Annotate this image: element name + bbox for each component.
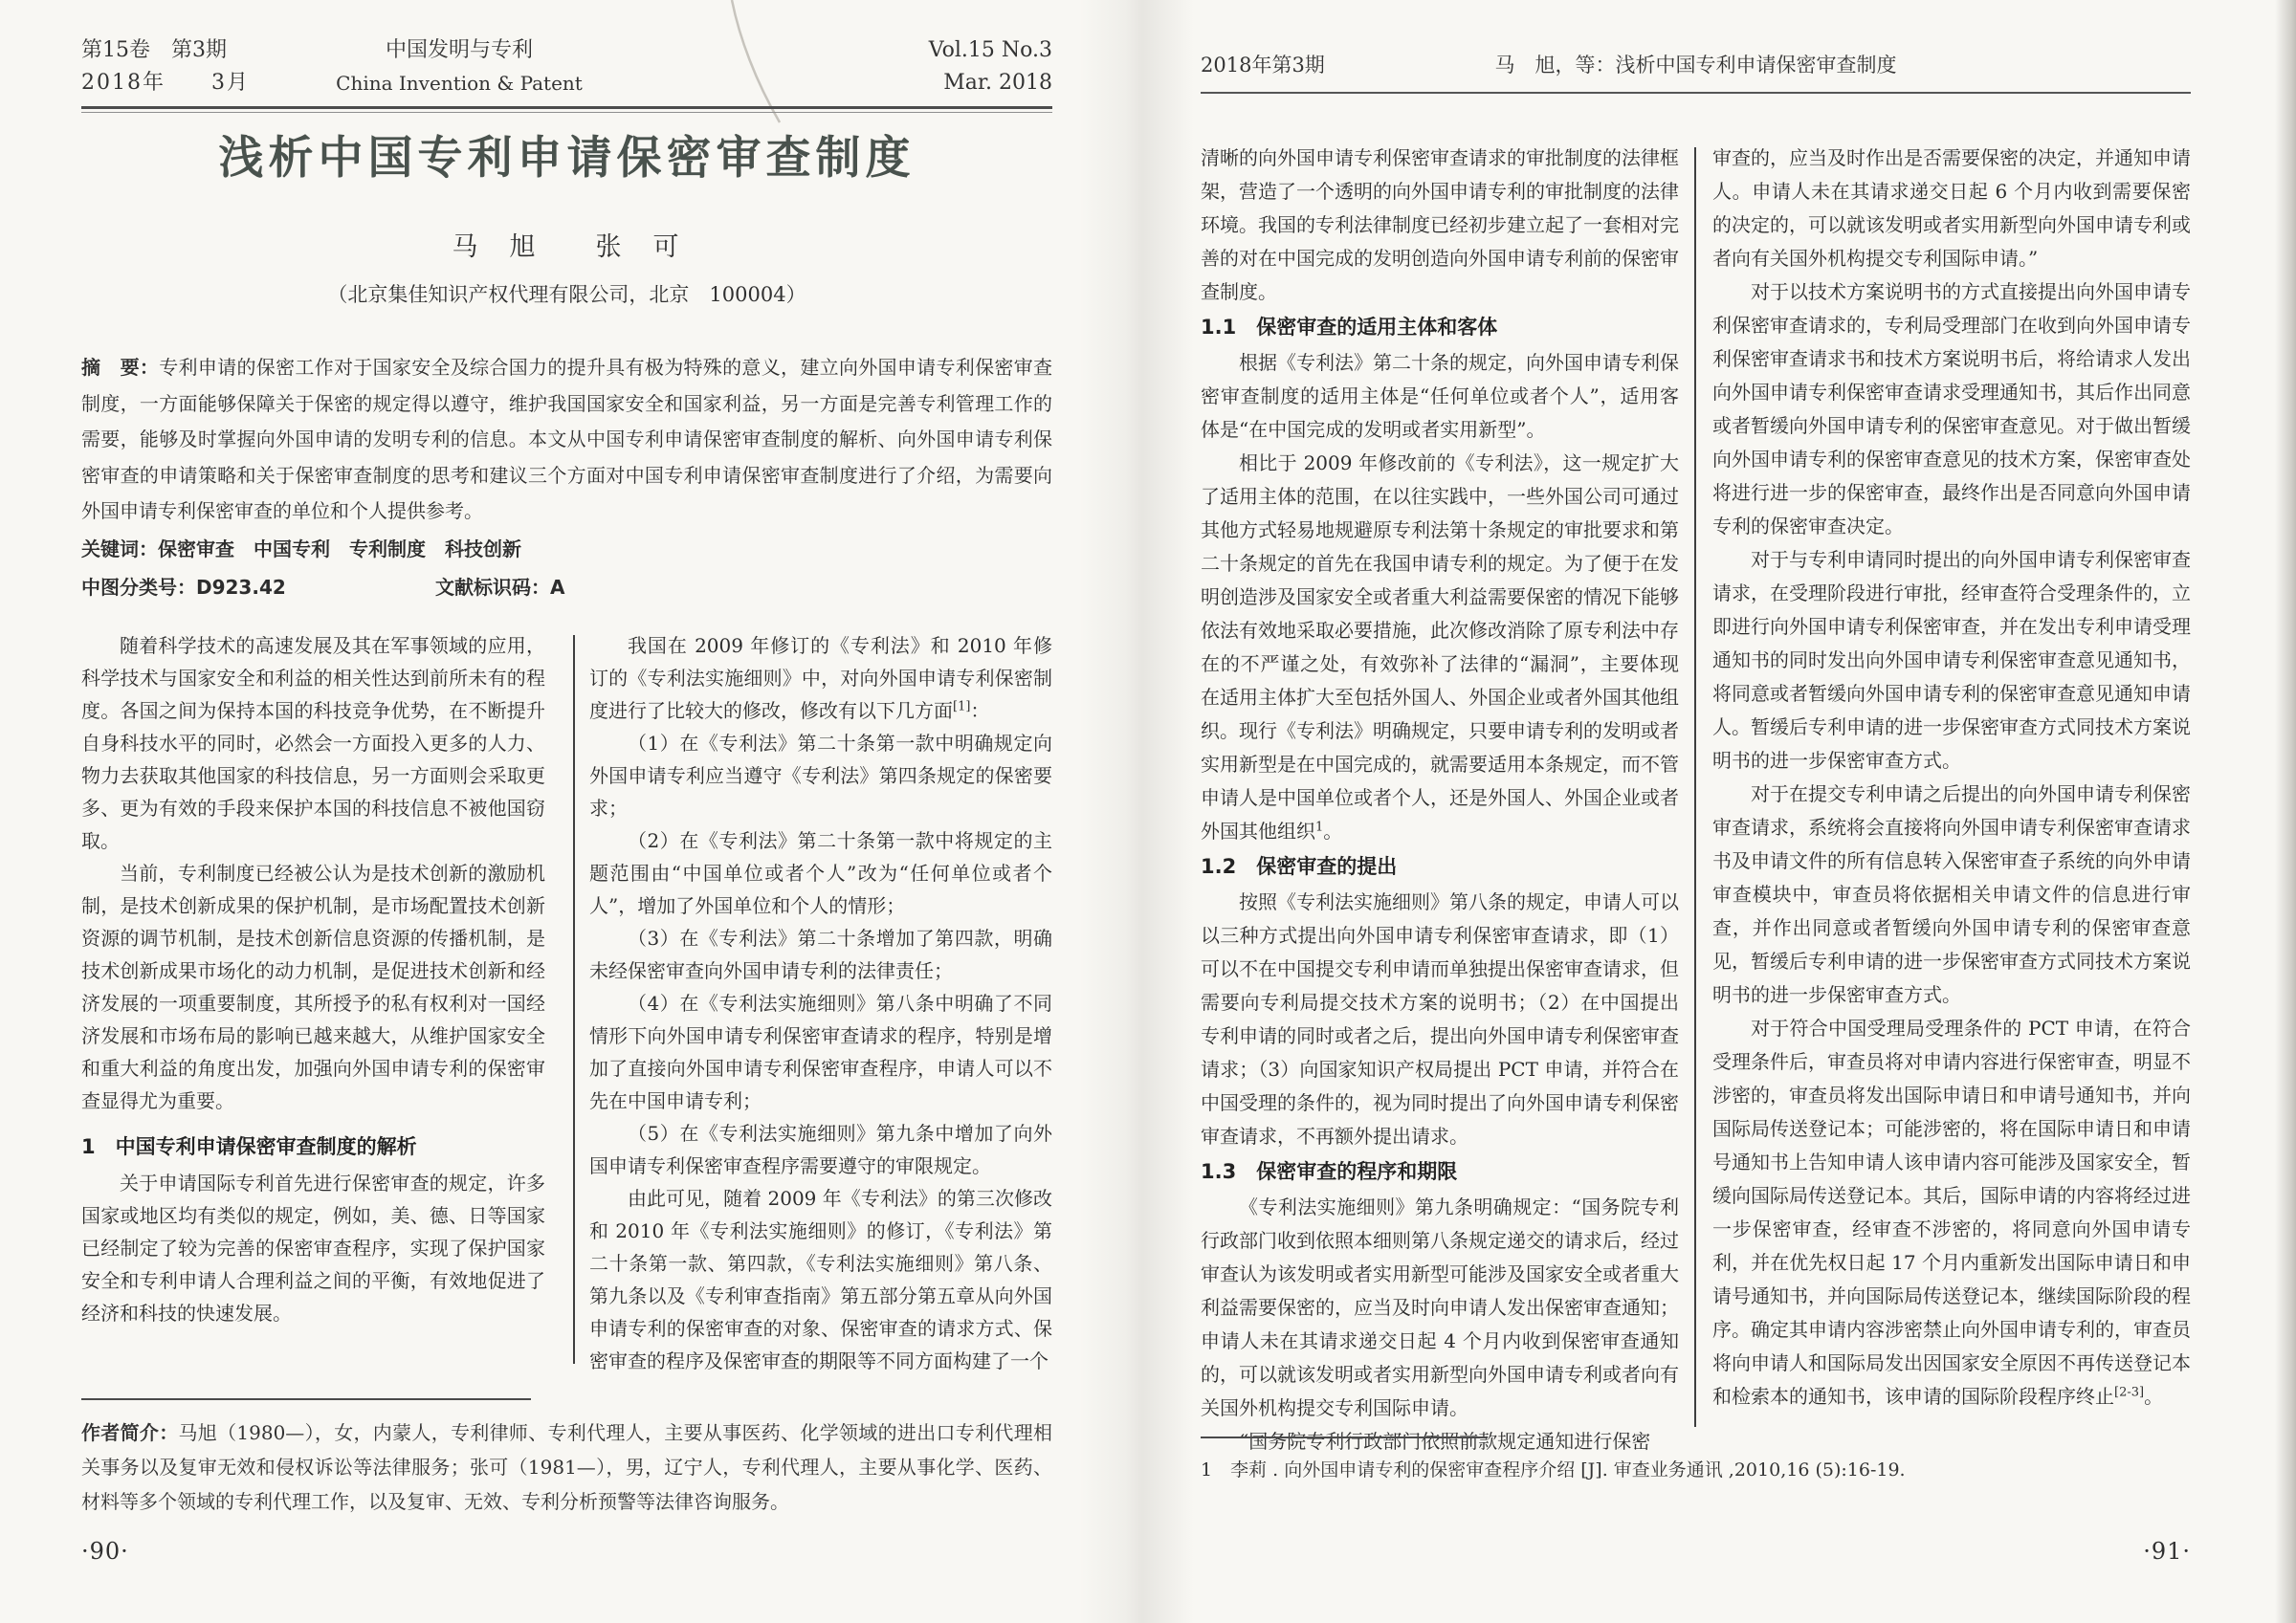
- paragraph: 随着科学技术的高速发展及其在军事领域的应用，科学技术与国家安全和利益的相关性达到前所未有的程度。各国之间为保持本国的科技竞争优势，在不断提升自身科技水平的同时，必然会一方面投入更多的人力、物力去获取其他国家的科技信息，另一方面则会采取更多、更为有效的手段来保护本国的科技信息不被他国窃取。: [81, 634, 545, 852]
- spine-shadow: [1079, 0, 1194, 1623]
- right-page: [1148, 0, 2296, 1623]
- subsection-heading: 1.1 保密审查的适用主体和客体: [1201, 316, 1498, 339]
- page-number: ·90·: [81, 1538, 129, 1565]
- header-rule: [81, 106, 1052, 113]
- abstract-label: 摘 要：: [81, 356, 160, 379]
- paragraph: 清晰的向外国申请专利保密审查请求的审批制度的法律框架，营造了一个透明的向外国申请专利的审批制度的法律环境。我国的专利法律制度已经初步建立起了一套相对完善的对在中国完成的发明创造向外国申请专利前的保密审查制度。: [1201, 146, 1679, 303]
- body-column-right: [1712, 142, 2191, 1414]
- article-title: 浅析中国专利申请保密审查制度: [218, 132, 916, 185]
- paragraph: 对于与专利申请同时提出的向外国申请专利保密审查请求，在受理阶段进行审批，经审查符合受理条件的，立即进行向外国申请专利保密审查，并在发出专利申请受理通知书的同时发出向外国申请专利保密审查意见通知书，将同意或者暂缓向外国申请专利的保密审查意见通知申请人。暂缓后专利申请的进一步保密审查方式同技术方案说明书的进一步保密审查方式。: [1712, 548, 2191, 772]
- classification-row: [81, 572, 1052, 600]
- paragraph: “国务院专利行政部门依照前款规定通知进行保密: [1239, 1430, 1651, 1453]
- abstract-text: 专利申请的保密工作对于国家安全及综合国力的提升具有极为特殊的意义，建立向外国申请专利保密审查制度，一方面能够保障关于保密的规定得以遵守，维护我国国家安全和国家利益，另一方面是完善专利管理工作的需要，能够及时掌握向外国申请的发明专利的信息。本文从中国专利申请保密审查制度的解析、向外国申请专利保密审查的申请策略和关于保密审查制度的思考和建议三个方面对中国专利申请保密审查制度进行了介绍，为需要向外国申请专利保密审查的单位和个人提供参考。: [81, 356, 1053, 522]
- article-authors: 马 旭 张 可: [452, 232, 682, 262]
- page-number: ·91·: [2143, 1538, 2191, 1565]
- date-en: Mar. 2018: [943, 71, 1052, 95]
- paragraph: 相比于 2009 年修改前的《专利法》，这一规定扩大了适用主体的范围，在以往实践中，一些外国公司可通过其他方式轻易地规避原专利法第十条规定的审批要求和第二十条规定的首先在我国申请专利的规定。为了便于在发明创造涉及国家安全或者重大利益需要保密的情况下能够依法有效地采取必要措施，此次修改消除了原专利法中存在的不严谨之处，有效弥补了法律的“漏洞”，主要体现在适用主体扩大至包括外国人、外国企业或者外国其他组织。现行《专利法》明确规定，只要申请专利的发明或者实用新型是在中国完成的，就需要适用本条规定，而不管申请人是中国单位或者个人，还是外国人、外国企业或者外国其他组织$^1$。: [1201, 451, 1679, 843]
- body-column-left: [1201, 142, 1679, 1459]
- paragraph: 对于在提交专利申请之后提出的向外国申请专利保密审查请求，系统将会直接将向外国申请专利保密审查请求书及申请文件的所有信息转入保密审查子系统的向外申请审查模块中，审查员将依据相关申请文件的信息进行审查，并作出同意或者暂缓向外国申请专利的保密审查意见，暂缓后专利申请的进一步保密审查方式同技术方案说明书的进一步保密审查方式。: [1712, 782, 2191, 1006]
- keywords-text: 保密审查 中国专利 专利制度 科技创新: [158, 537, 521, 560]
- author-bio-rule: [81, 1398, 531, 1400]
- journal-title-en: China Invention & Patent: [336, 72, 583, 95]
- date-cn: 2018年 3月: [81, 71, 250, 95]
- document-code: 文献标识码：A: [435, 576, 565, 599]
- paragraph: 《专利法实施细则》第九条明确规定：“国务院专利行政部门收到依照本细则第八条规定递交的请求后，经过审查认为该发明或者实用新型可能涉及国家安全或者重大利益需要保密的，应当及时向申请人发出保密审查通知；申请人未在其请求递交日起 4 个月内收到保密审查通知的，可以就该发明或者实用新型向外国申请专利或者向有关国外机构提交专利国际申请。: [1201, 1195, 1679, 1419]
- keywords-label: 关键词：: [81, 537, 158, 560]
- footnote: 1 李莉 . 向外国申请专利的保密审查程序介绍 [J]. 审查业务通讯 ,2010,16 (5):16-19.: [1201, 1459, 1906, 1480]
- paragraph: （1）在《专利法》第二十条第一款中明确规定向外国申请专利应当遵守《专利法》第四条规定的保密要求；: [589, 732, 1052, 820]
- paragraph: （2）在《专利法》第二十条第一款中将规定的主题范围由“中国单位或者个人”改为“任何单位或者个人”，增加了外国单位和个人的情形；: [589, 829, 1052, 917]
- header-rule: [1201, 92, 2191, 94]
- citation-superscript: [1]: [953, 699, 971, 714]
- body-column-right: [589, 629, 1052, 1377]
- paragraph: （4）在《专利法实施细则》第八条中明确了不同情形下向外国申请专利保密审查请求的程序，特别是增加了直接向外国申请专利保密审查程序，申请人可以不先在中国申请专利；: [589, 992, 1052, 1112]
- paragraph: 关于申请国际专利首先进行保密审查的规定，许多国家或地区均有类似的规定，例如，美、德、日等国家已经制定了较为完善的保密审查程序，实现了保护国家安全和专利申请人合理利益之间的平衡，有效地促进了经济和科技的快速发展。: [81, 1172, 545, 1325]
- paragraph: 按照《专利法实施细则》第八条的规定，申请人可以以三种方式提出向外国申请专利保密审查请求，即（1）可以不在中国提交专利申请而单独提出保密审查请求，但需要向专利局提交技术方案的说明书；（2）在中国提出专利申请的同时或者之后，提出向外国申请专利保密审查请求；（3）向国家知识产权局提出 PCT 申请，并符合在中国受理的条件的，视为同时提出了向外国申请专利保密审查请求，不再额外提出请求。: [1201, 890, 1679, 1148]
- paragraph: （3）在《专利法》第二十条增加了第四款，明确未经保密审查向外国申请专利的法律责任；: [589, 927, 1052, 982]
- column-divider: [1694, 147, 1696, 1427]
- author-bio-label: 作者简介：: [81, 1421, 179, 1444]
- paragraph: 当前，专利制度已经被公认为是技术创新的激励机制，是技术创新成果的保护机制，是市场配置技术创新资源的调节机制，是技术创新信息资源的传播机制，是技术创新成果市场化的动力机制，是促进技术创新和经济发展的一项重要制度，其所授予的私有权利对一国经济发展和市场布局的影响已越来越大，从维护国家安全和重大利益的角度出发，加强向外国申请专利的保密审查显得尤为重要。: [81, 862, 545, 1112]
- section-heading: 1 中国专利申请保密审查制度的解析: [81, 1135, 417, 1158]
- journal-volume-info: [81, 34, 250, 99]
- body-column-left: [81, 629, 545, 1329]
- journal-title-cn: 中国发明与专利: [385, 38, 533, 62]
- paragraph: 对于以技术方案说明书的方式直接提出向外国申请专利保密审查请求的，专利局受理部门在收到向外国申请专利保密审查请求书和技术方案说明书后，将给请求人发出向外国申请专利保密审查请求受理通知书，其后作出同意或者暂缓向外国申请专利的保密审查意见。对于做出暂缓向外国申请专利的保密审查意见的技术方案，保密审查处将进行进一步的保密审查，最终作出是否同意向外国申请专利的保密审查决定。: [1712, 280, 2191, 537]
- paragraph: 根据《专利法》第二十条的规定，向外国申请专利保密审查制度的适用主体是“任何单位或者个人”，适用客体是“在中国完成的发明或者实用新型”。: [1201, 351, 1679, 441]
- page-edge-shadow: [2275, 0, 2296, 1623]
- footnote-rule: [1201, 1437, 1488, 1438]
- paragraph: 审查的，应当及时作出是否需要保密的决定，并通知申请人。申请人未在其请求递交日起 6 个月内收到需要保密的决定的，可以就该发明或者实用新型向外国申请专利或者向有关国外机构提交专利国际申请。”: [1712, 146, 2191, 270]
- subsection-heading: 1.2 保密审查的提出: [1201, 855, 1398, 878]
- keywords: [81, 534, 1052, 561]
- citation-superscript: [2-3]: [2114, 1385, 2145, 1400]
- abstract: [81, 350, 1052, 530]
- author-bio: [81, 1415, 1052, 1519]
- subsection-heading: 1.3 保密审查的程序和期限: [1201, 1160, 1458, 1183]
- journal-title-block: [320, 34, 598, 99]
- volume-issue-en: Vol.15 No.3: [928, 38, 1052, 62]
- citation-superscript: 1: [1315, 820, 1324, 835]
- paragraph: 对于符合中国受理局受理条件的 PCT 申请，在符合受理条件后，审查员将对申请内容进行保密审查，明显不涉密的，审查员将发出国际申请日和申请号通知书，并向国际局传送登记本；可能涉密的，将在国际申请日和申请号通知书上告知申请人该申请内容可能涉及国家安全，暂缓向国际局传送登记本。其后，国际申请的内容将经过进一步保密审查，经审查不涉密的，将同意向外国申请专利，并在优先权日起 17 个月内重新发出国际申请日和申请号通知书，并向国际局传送登记本，继续国际阶段的程序。确定其申请内容涉密禁止向外国申请专利的，审查员将向申请人和国际局发出因国家安全原因不再传送登记本和检索本的通知书，该申请的国际阶段程序终止[2-3]。: [1712, 1017, 2191, 1408]
- article-affiliation: （北京集佳知识产权代理有限公司，北京 100004）: [327, 283, 806, 306]
- author-bio-text: 马旭（1980—），女，内蒙人，专利律师、专利代理人，主要从事医药、化学领域的进出口专利代理相关事务以及复审无效和侵权诉讼等法律服务；张可（1981—），男，辽宁人，专利代理人，主要从事化学、医药、材料等多个领域的专利代理工作，以及复审、无效、专利分析预警等法律咨询服务。: [81, 1421, 1052, 1513]
- volume-issue-cn: 第15卷 第3期: [81, 38, 227, 62]
- clc-number: 中图分类号：D923.42: [81, 576, 286, 599]
- volume-info-en: [929, 34, 1052, 99]
- column-divider: [573, 635, 575, 1364]
- paragraph: 由此可见，随着 2009 年《专利法》的第三次修改和 2010 年《专利法实施细则》的修订，《专利法》第二十条第一款、第四款，《专利法实施细则》第八条、第九条以及《专利审查指南》第五部分第五章从向外国申请专利的保密审查的对象、保密审查的请求方式、保密审查的程序及保密审查的期限等不同方面构建了一个: [589, 1187, 1052, 1372]
- paragraph: （5）在《专利法实施细则》第九条中增加了向外国申请专利保密审查程序需要遵守的审限规定。: [589, 1122, 1052, 1177]
- running-header-title: 马 旭，等：浅析中国专利申请保密审查制度: [1494, 54, 1897, 77]
- paragraph: 我国在 2009 年修订的《专利法》和 2010 年修订的《专利法实施细则》中，对向外国申请专利保密制度进行了比较大的修改，修改有以下几方面[1]：: [589, 634, 1052, 722]
- running-header-issue: 2018年第3期: [1201, 54, 1325, 77]
